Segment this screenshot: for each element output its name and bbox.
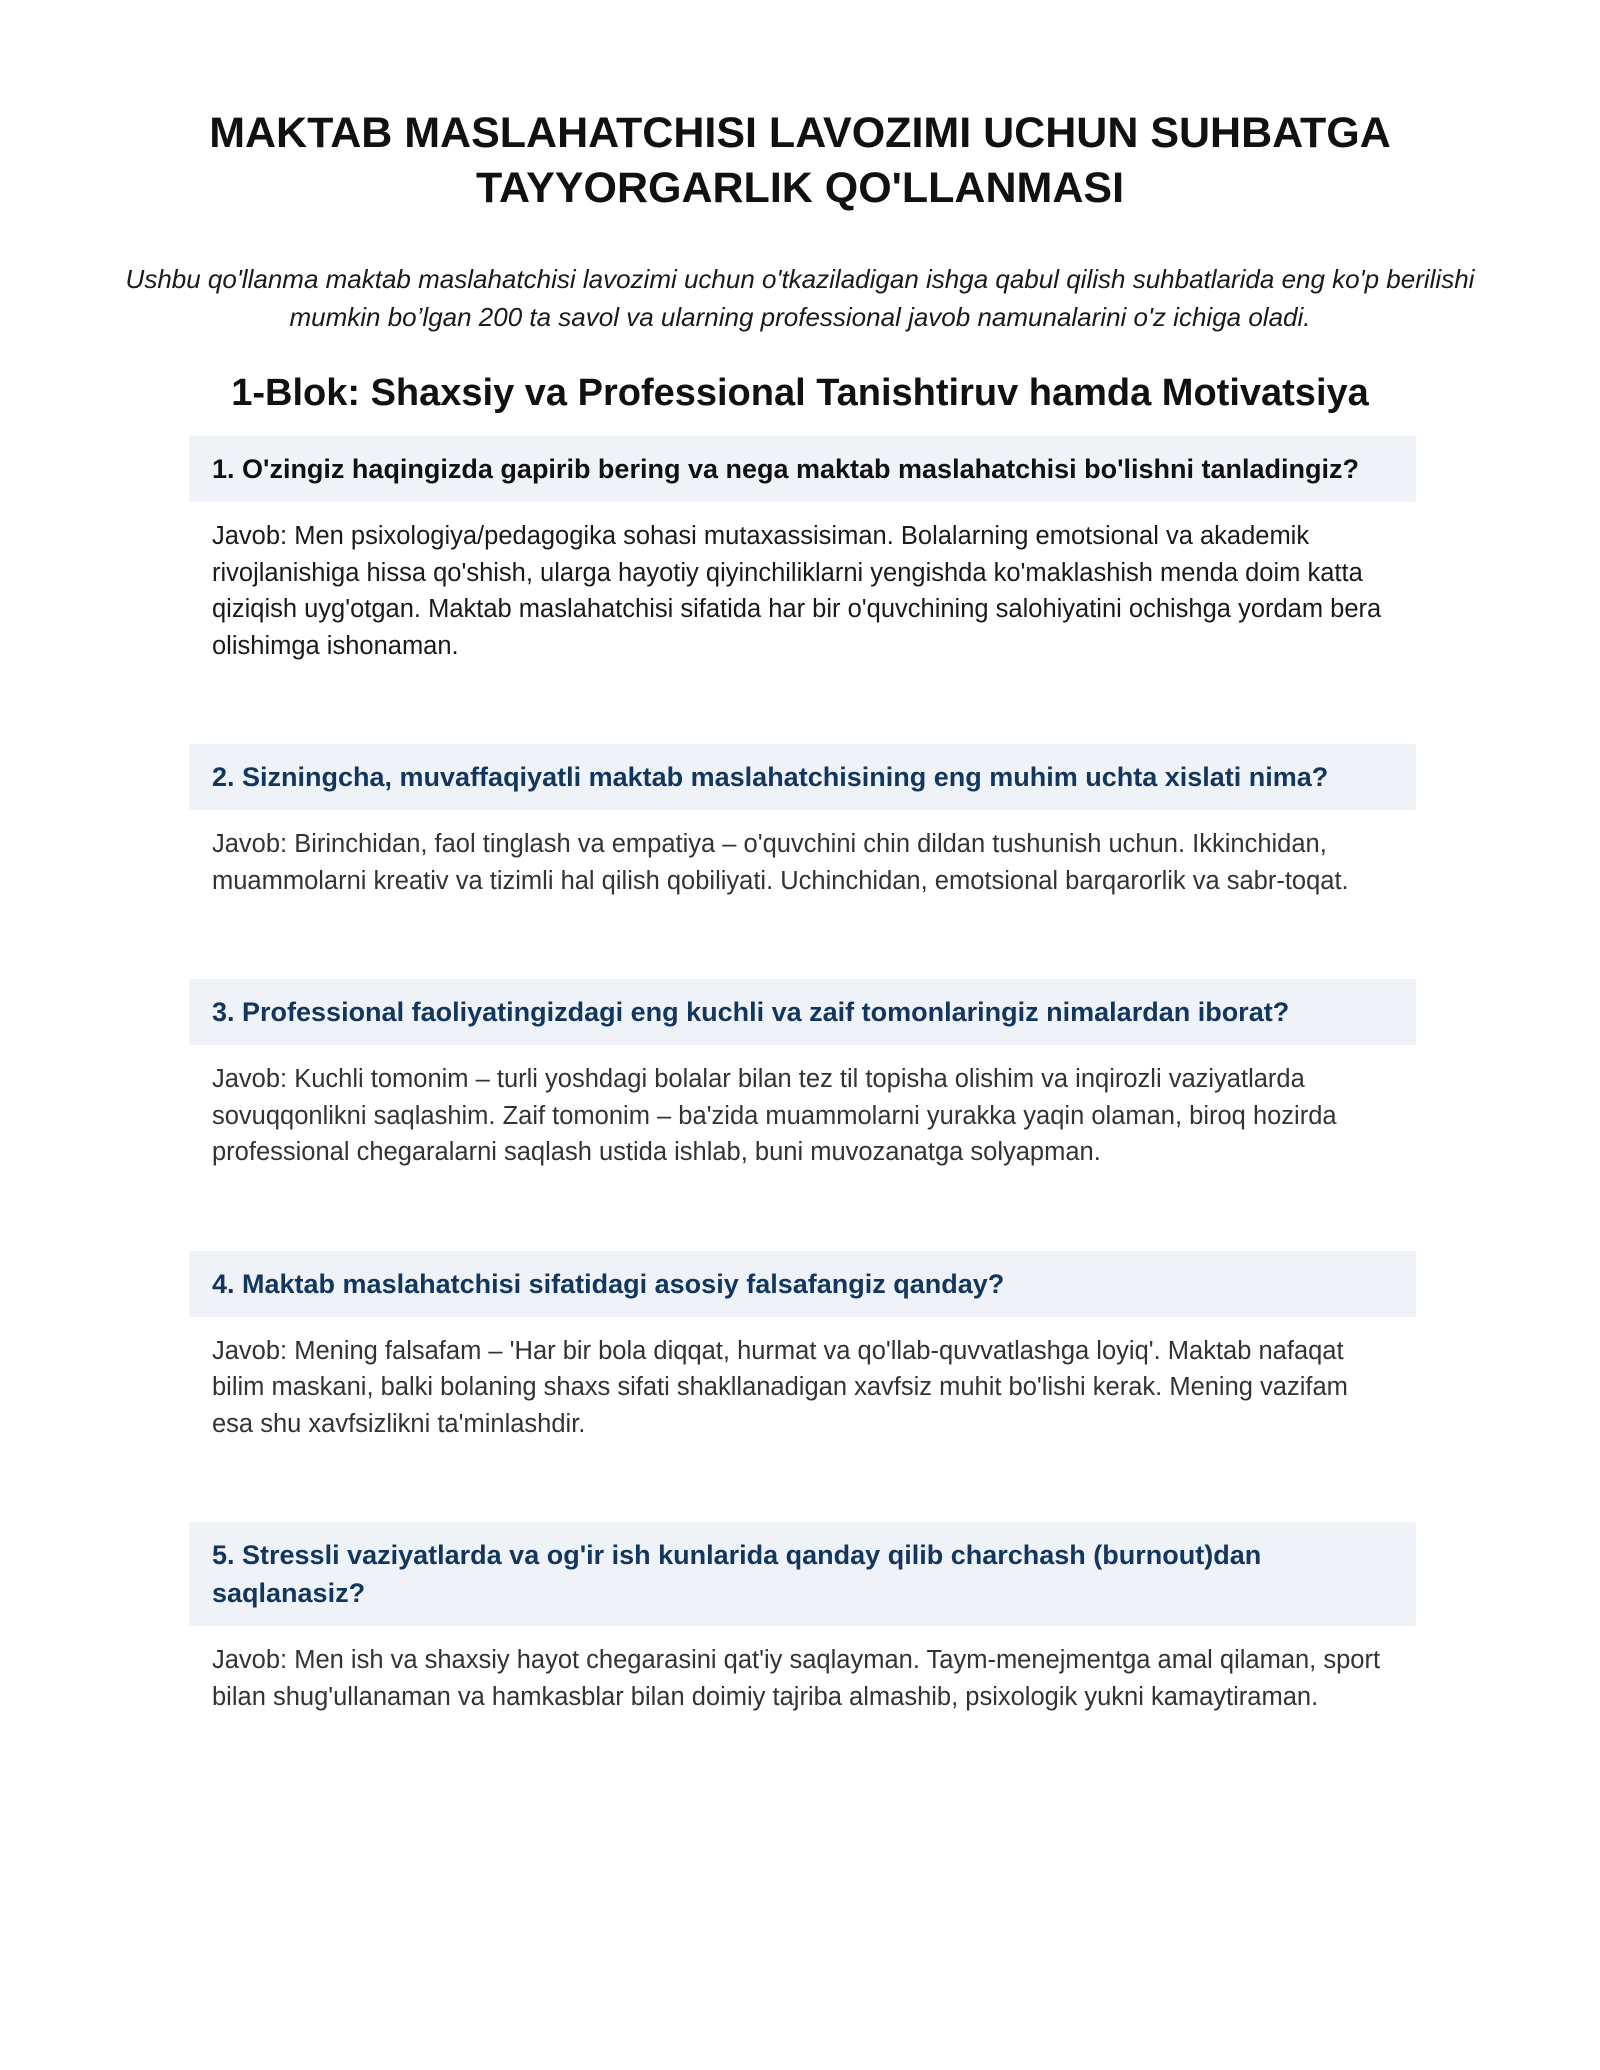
answer-text: Javob: Men ish va shaxsiy hayot chegarasini qat'iy saqlayman. Taym-menejmentga amal qilaman, sport bilan shug'ullanaman va hamkasblar bilan doimiy tajriba almashib, psixologik yukni kamaytiraman. [212,1646,1381,1711]
question-text: 4. Maktab maslahatchisi sifatidagi asosiy falsafangiz qanday? [212,1268,1005,1299]
question-box [189,979,1416,1045]
answer-text: Javob: Men psixologiya/pedagogika sohasi mutaxassisiman. Bolalarning emotsional va akademik rivojlanishiga hissa qo'shish, ularga hayotiy qiyinchiliklarni yengishda ko'maklashish menda doim katta qiziqish uyg'otgan. Maktab maslahatchisi sifatida har bir o'quvchining salohiyatini ochishga yordam bera olishimga ishonaman. [212,522,1382,660]
question-item-4 [189,1251,1416,1443]
question-text: 5. Stressli vaziyatlarda va og'ir ish kunlarida qanday qilib charchash (burnout)dan saqlanasiz? [212,1540,1262,1608]
question-box [189,744,1416,810]
question-item-1 [189,436,1416,664]
answer-text: Javob: Birinchidan, faol tinglash va empatiya – o'quvchini chin dildan tushunish uchun. Ikkinchidan, muammolarni kreativ va tizimli hal qilish qobiliyati. Uchinchidan, emotsional barqarorlik va sabr-toqat. [212,830,1349,895]
question-text: 2. Sizningcha, muvaffaqiyatli maktab maslahatchisining eng muhim uchta xislati nima? [212,762,1329,792]
block-heading: 1-Blok: Shaxsiy va Professional Tanishtiruv hamda Motivatsiya [231,372,1369,414]
document-intro: Ushbu qo'llanma maktab maslahatchisi lavozimi uchun o'tkaziladigan ishga qabul qilish suhbatlarida eng ko'p berilishi mumkin bo’lgan 200 ta savol va ularning professional javob namunalarini o'z ichiga oladi. [125,264,1475,332]
question-item-5 [189,1522,1416,1715]
question-box [189,1522,1416,1626]
question-box [189,436,1416,502]
answer-text: Javob: Kuchli tomonim – turli yoshdagi bolalar bilan tez til topisha olishim va inqirozli vaziyatlarda sovuqqonlikni saqlashim. Zaif tomonim – ba'zida muammolarni yurakka yaqin olaman, biroq hozirda professional chegaralarni saqlash ustida ishlab, buni muvozanatga solyapman. [212,1065,1337,1166]
question-item-2 [189,744,1416,899]
question-list [189,436,1416,1715]
document-title: MAKTAB MASLAHATCHISI LAVOZIMI UCHUN SUHBATGA TAYYORGARLIK QO'LLANMASI [209,109,1391,212]
question-box [189,1251,1416,1317]
question-text: 1. O'zingiz haqingizda gapirib bering va nega maktab maslahatchisi bo'lishni tanladingiz? [212,454,1360,484]
question-item-3 [189,979,1416,1171]
answer-text: Javob: Mening falsafam – 'Har bir bola diqqat, hurmat va qo'llab-quvvatlashga loyiq'. Maktab nafaqat bilim maskani, balki bolaning shaxs sifati shakllanadigan xavfsiz muhit bo'lishi kerak. Mening vazifam esa shu xavfsizlikni ta'minlashdir. [212,1336,1348,1438]
question-text: 3. Professional faoliyatingizdagi eng kuchli va zaif tomonlaringiz nimalardan iborat? [212,997,1290,1027]
